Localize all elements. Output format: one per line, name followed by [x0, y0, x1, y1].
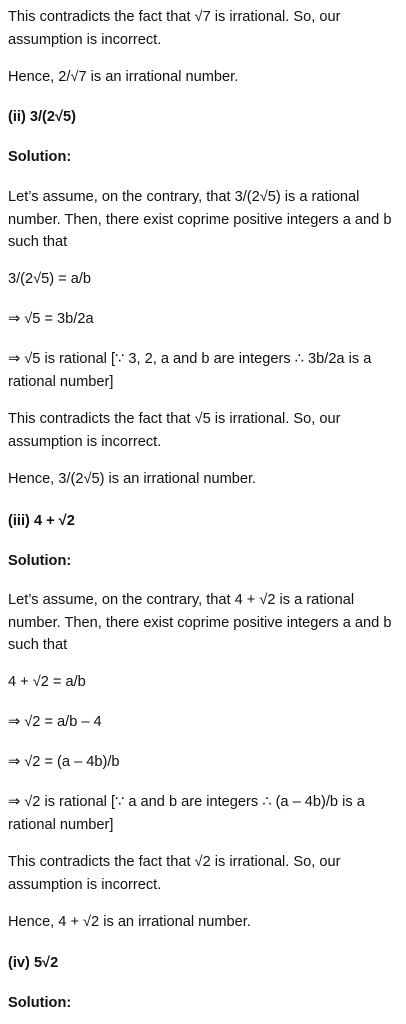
equation-part-iii-step-4: ⇒ √2 is rational [∵ a and b are integers ∴ (a – 4b)/b is a rational number]	[8, 794, 365, 833]
paragraph-hence-4-plus-sqrt2: Hence, 4 + √2 is an irrational number.	[8, 914, 251, 930]
paragraph-assume-part-ii: Let’s assume, on the contrary, that 3/(2√5) is a rational number. Then, there exist coprime positive integers a and b such that	[8, 189, 392, 250]
equation-part-ii-step-3: ⇒ √5 is rational [∵ 3, 2, a and b are integers ∴ 3b/2a is a rational number]	[8, 351, 372, 390]
equation-part-iii-step-2: ⇒ √2 = a/b – 4	[8, 714, 102, 730]
paragraph-hence-3-over-2sqrt5: Hence, 3/(2√5) is an irrational number.	[8, 471, 257, 487]
paragraph-conclusion-sqrt7: This contradicts the fact that √7 is irrational. So, our assumption is incorrect.	[8, 9, 341, 48]
equation-part-ii-step-1: 3/(2√5) = a/b	[8, 271, 92, 287]
heading-part-ii: (ii) 3/(2√5)	[8, 109, 77, 125]
heading-solution-iv: Solution:	[8, 995, 72, 1011]
equation-part-iii-step-1: 4 + √2 = a/b	[8, 674, 86, 690]
paragraph-assume-part-iii: Let’s assume, on the contrary, that 4 + √2 is a rational number. Then, there exist coprime positive integers a and b such that	[8, 592, 392, 653]
equation-part-iii-step-3: ⇒ √2 = (a – 4b)/b	[8, 754, 120, 770]
paragraph-hence-2-over-sqrt7: Hence, 2/√7 is an irrational number.	[8, 69, 239, 85]
heading-part-iv: (iv) 5√2	[8, 955, 59, 971]
heading-solution-ii: Solution:	[8, 149, 72, 165]
paragraph-conclusion-sqrt2: This contradicts the fact that √2 is irrational. So, our assumption is incorrect.	[8, 854, 341, 893]
heading-solution-iii: Solution:	[8, 553, 72, 569]
equation-part-ii-step-2: ⇒ √5 = 3b/2a	[8, 311, 94, 327]
heading-part-iii: (iii) 4 + √2	[8, 513, 75, 529]
paragraph-conclusion-sqrt5: This contradicts the fact that √5 is irrational. So, our assumption is incorrect.	[8, 411, 341, 450]
